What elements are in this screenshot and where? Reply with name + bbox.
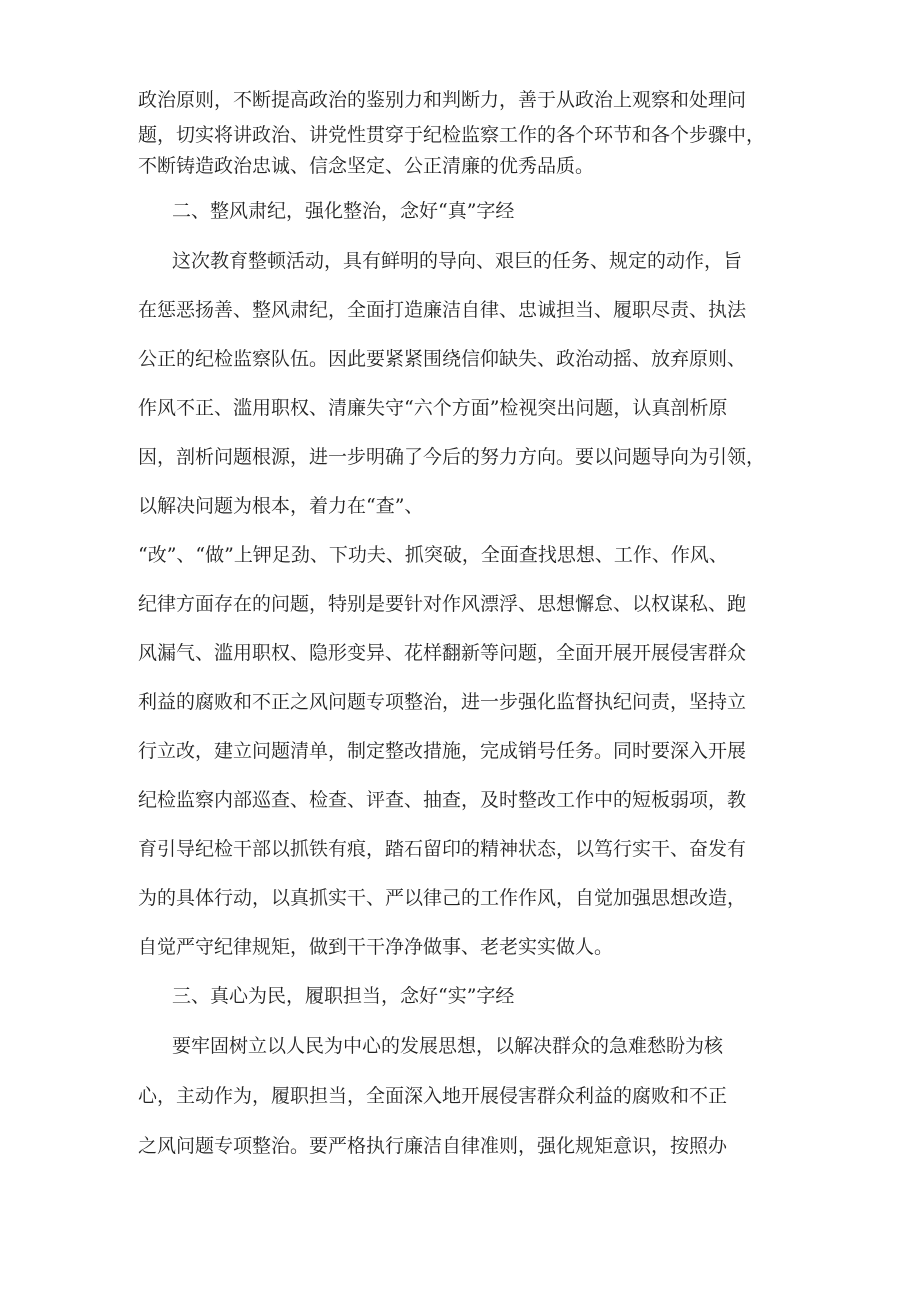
body-line: 风漏气、滥用职权、隐形变异、花样翻新等问题，全面开展开展侵害群众 [138, 642, 747, 664]
body-line: 纪律方面存在的问题，特别是要针对作风漂浮、思想懈怠、以权谋私、跑 [138, 593, 747, 615]
body-line: 行立改，建立问题清单，制定整改措施，完成销号任务。同时要深入开展 [138, 740, 747, 762]
body-line: “改”、“做”上钾足劲、下功夫、抓突破，全面查找思想、工作、作风、 [138, 544, 728, 566]
body-line: 之风问题专项整治。要严格执行廉洁自律准则，强化规矩意识，按照办 [138, 1135, 728, 1157]
body-line: 心，主动作为，履职担当，全面深入地开展侵害群众利益的腐败和不正 [138, 1085, 728, 1107]
body-line: 以解决问题为根本，着力在“查”、 [138, 495, 424, 517]
body-line: 纪检监察内部巡查、检查、评查、抽查，及时整改工作中的短板弱项，教 [138, 789, 747, 811]
body-line: 因，剖析问题根源，进一步明确了今后的努力方向。要以问题导向为引领， [138, 446, 766, 468]
body-line: 作风不正、滥用职权、清廉失守“六个方面”检视突出问题，认真剖析原 [138, 397, 728, 419]
body-line: 育引导纪检干部以抓铁有痕，踏石留印的精神状态，以笃行实干、奋发有 [138, 838, 747, 860]
body-line: 题，切实将讲政治、讲党性贯穿于纪检监察工作的各个环节和各个步骤中， [138, 124, 766, 146]
body-line: 要牢固树立以人民为中心的发展思想，以解决群众的急难愁盼为核 [172, 1035, 724, 1057]
body-line: 在惩恶扬善、整风肃纪，全面打造廉洁自律、忠诚担当、履职尽责、执法 [138, 299, 747, 321]
section-heading: 二、整风肃纪，强化整治，念好“真”字经 [172, 200, 515, 222]
body-line: 公正的纪检监察队伍。因此要紧紧围绕信仰缺失、政治动摇、放弃原则、 [138, 348, 747, 370]
body-line: 为的具体行动，以真抓实干、严以律己的工作作风，自觉加强思想改造， [138, 887, 747, 909]
section-heading: 三、真心为民，履职担当，念好“实”字经 [172, 985, 515, 1007]
body-line: 这次教育整顿活动，具有鲜明的导向、艰巨的任务、规定的动作，旨 [172, 250, 743, 272]
body-line: 不断铸造政治忠诚、信念坚定、公正清廉的优秀品质。 [138, 155, 595, 177]
body-line: 利益的腐败和不正之风问题专项整治，进一步强化监督执纪问责，坚持立 [138, 691, 747, 713]
body-line: 政治原则，不断提高政治的鉴别力和判断力，善于从政治上观察和处理问 [138, 89, 747, 111]
body-line: 自觉严守纪律规矩，做到干干净净做事、老老实实做人。 [138, 936, 614, 958]
